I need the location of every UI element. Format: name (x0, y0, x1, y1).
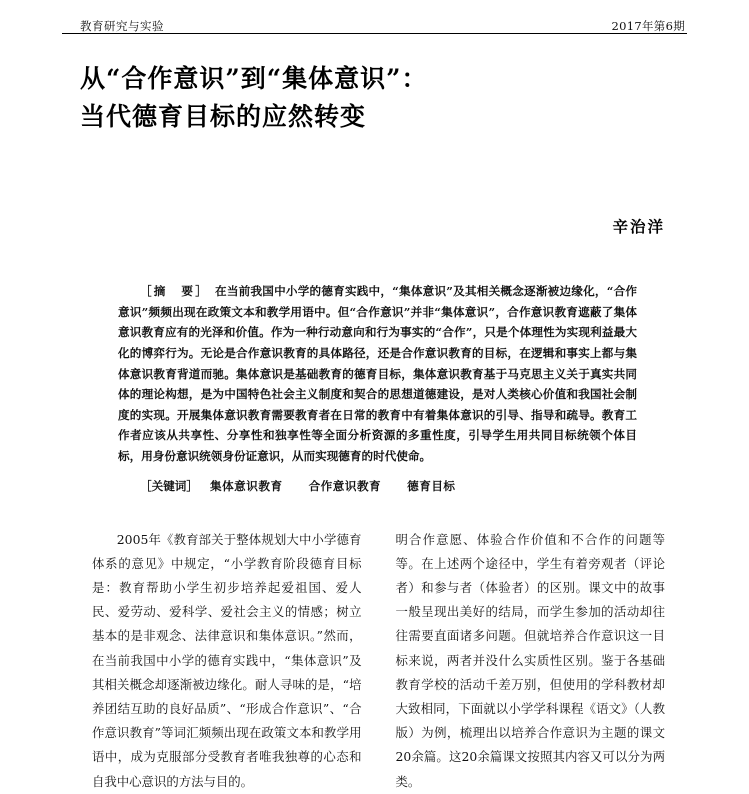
column-right (396, 528, 666, 794)
author-name: 辛治洋 (612, 217, 665, 236)
article-title (62, 60, 687, 135)
body-paragraph: 2005年《教育部关于整体规划大中小学德育体系的意见》中规定，“小学教育阶段德育目标是：教育帮助小学生初步培养起爱祖国、爱人民、爱劳动、爱科学、爱社会主义的情感；树立基本的是非观念、法律意识和集体意识。”然而，在当前我国中小学的德育实践中，“集体意识”及其相关概念却逐渐被边缘化。耐人寻味的是，“培养团结互助的良好品质”、“形成合作意识”、“合作意识教育”等词汇频频出现在政策文本和教学用语中，成为克服部分受教育者唯我独尊的心态和自我中心意识的方法与目的。 (92, 531, 362, 789)
running-head (62, 0, 687, 34)
abstract-paragraph (118, 281, 637, 467)
abstract-section (62, 281, 687, 494)
keyword-item: 合作意识教育 (308, 478, 382, 493)
abstract-text: 在当前我国中小学的德育实践中，“集体意识”及其相关概念逐渐被边缘化，“合作意识”频频出现在政策文本和教学用语中。但“合作意识”并非“集体意识”，合作意识教育遮蔽了集体意识教育应有的光泽和价值。作为一种行动意向和行为事实的“合作”，只是个体理性为实现利益最大化的博弈行为。无论是合作意识教育的具体路径，还是合作意识教育的目标，在逻辑和事实上都与集体意识教育背道而驰。集体意识是基础教育的德育目标，集体意识教育基于马克思主义关于真实共同体的理论构想，是为中国特色社会主义制度和契合的思想道德建设，是对人类核心价值和我国社会制度的实现。开展集体意识教育需要教育者在日常的教育中有着集体意识的引导、指导和疏导。教育工作者应该从共享性、分享性和独享性等全面分析资源的多重性度，引导学生用共同目标统领个体目标，用身份意识统领身份证意识，从而实现德育的时代使命。 (118, 284, 637, 463)
keywords-label: ［关键词］ (140, 478, 198, 493)
keyword-item: 德育目标 (407, 478, 456, 493)
abstract-label: ［摘 要］ (140, 284, 210, 298)
body-paragraph: 明合作意愿、体验合作价值和不合作的问题等等。在上述两个途径中，学生有着旁观者（评论者）和参与者（体验者）的区别。课文中的故事一般呈现出美好的结局，而学生参加的活动却往往需要直面诸多问题。但就培养合作意识这一目标来说，两者并没什么实质性区别。鉴于各基础教育学校的活动千差万别，但使用的学科教材却大致相同，下面就以小学学科课程《语文》（人教版）为例，梳理出以培养合作意识为主题的课文20余篇。这20余篇课文按照其内容又可以分为两类。 (395, 531, 665, 789)
keywords-line (118, 478, 637, 494)
column-left (92, 528, 362, 794)
keyword-item: 集体意识教育 (209, 478, 283, 493)
header-divider (62, 33, 687, 34)
journal-name: 教育研究与实验 (80, 19, 164, 33)
body-columns (62, 528, 687, 794)
title-line-1: 从“合作意识”到“集体意识”： (80, 64, 428, 93)
title-line-2: 当代德育目标的应然转变 (80, 101, 367, 131)
issue-info: 2017年第6期 (611, 19, 685, 33)
